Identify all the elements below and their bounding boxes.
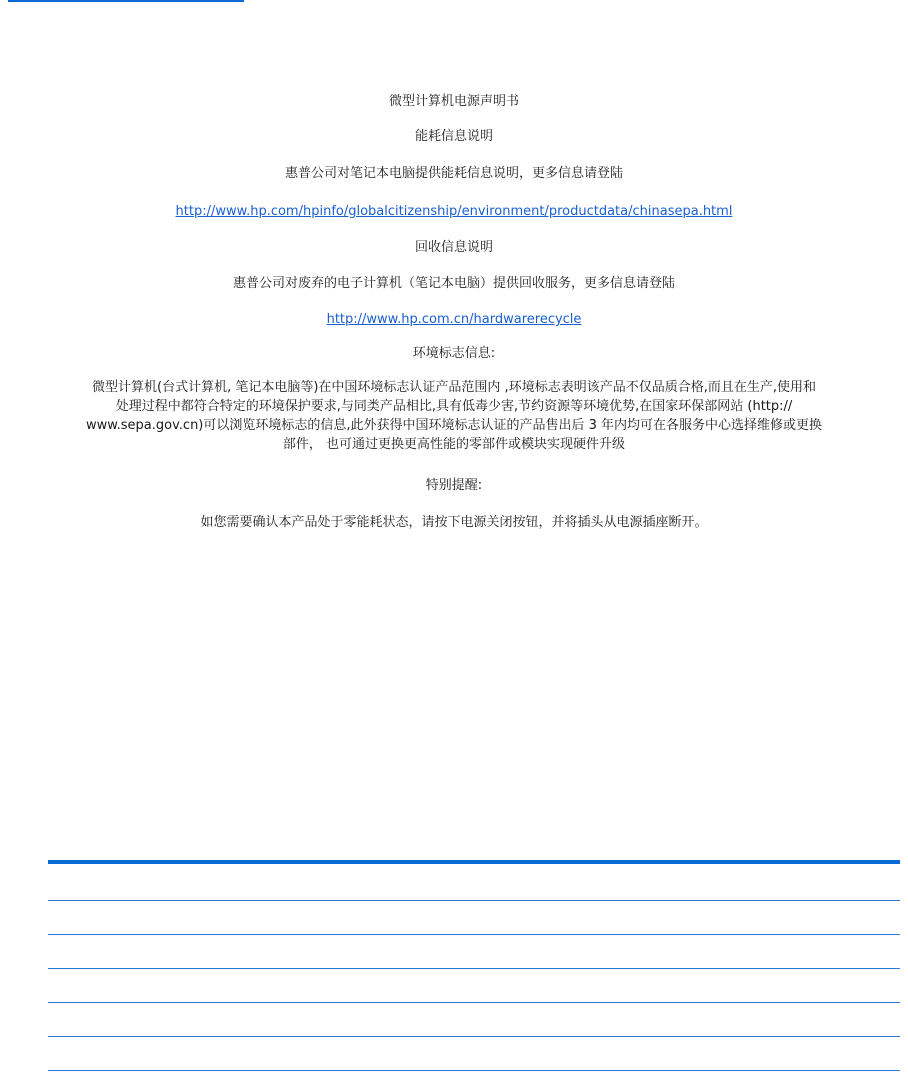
recycle-info-link[interactable]: http://www.hp.com.cn/hardwarerecycle: [326, 312, 582, 327]
eco-paragraph-line: 处理过程中都符合特定的环境保护要求,与同类产品相比,具有低毒少害,节约资源等环境优势,在国家环保部网站 (http://: [115, 399, 793, 414]
eco-paragraph-line: www.sepa.gov.cn)可以浏览环境标志的信息,此外获得中国环境标志认证的产品售出后 3 年内均可在各服务中心选择维修或更换: [85, 418, 823, 433]
eco-heading: 环境标志信息:: [412, 346, 496, 361]
recycle-heading: 回收信息说明: [414, 240, 493, 255]
eco-paragraph-line: 部件， 也可通过更换更高性能的零部件或模块实现硬件升级: [282, 437, 626, 452]
table-row: [48, 900, 900, 901]
recycle-link-row: [0, 312, 908, 328]
table-row: [48, 934, 900, 935]
eco-paragraph-line: 微型计算机(台式计算机, 笔记本电脑等)在中国环境标志认证产品范围内 ,环境标志表明该产品不仅品质合格,而且在生产,使用和: [92, 380, 816, 395]
top-divider: [8, 0, 244, 2]
reminder-heading: 特别提醒:: [425, 478, 483, 493]
energy-heading: 能耗信息说明: [414, 129, 493, 144]
table-row: [48, 1070, 900, 1071]
recycle-text: 惠普公司对废弃的电子计算机（笔记本电脑）提供回收服务，更多信息请登陆: [232, 276, 675, 291]
table-row: [48, 968, 900, 969]
eco-paragraph: [6, 378, 902, 454]
energy-text: 惠普公司对笔记本电脑提供能耗信息说明，更多信息请登陆: [284, 166, 623, 181]
table-row: [48, 1002, 900, 1003]
table-row: [48, 1036, 900, 1037]
reminder-text: 如您需要确认本产品处于零能耗状态，请按下电源关闭按钮，并将插头从电源插座断开。: [200, 515, 708, 530]
energy-info-link[interactable]: http://www.hp.com/hpinfo/globalcitizenship/environment/productdata/chinasepa.html: [175, 204, 733, 219]
notice-title: 微型计算机电源声明书: [388, 94, 519, 109]
table-header-rule: [48, 860, 900, 864]
energy-link-row: [0, 204, 908, 220]
